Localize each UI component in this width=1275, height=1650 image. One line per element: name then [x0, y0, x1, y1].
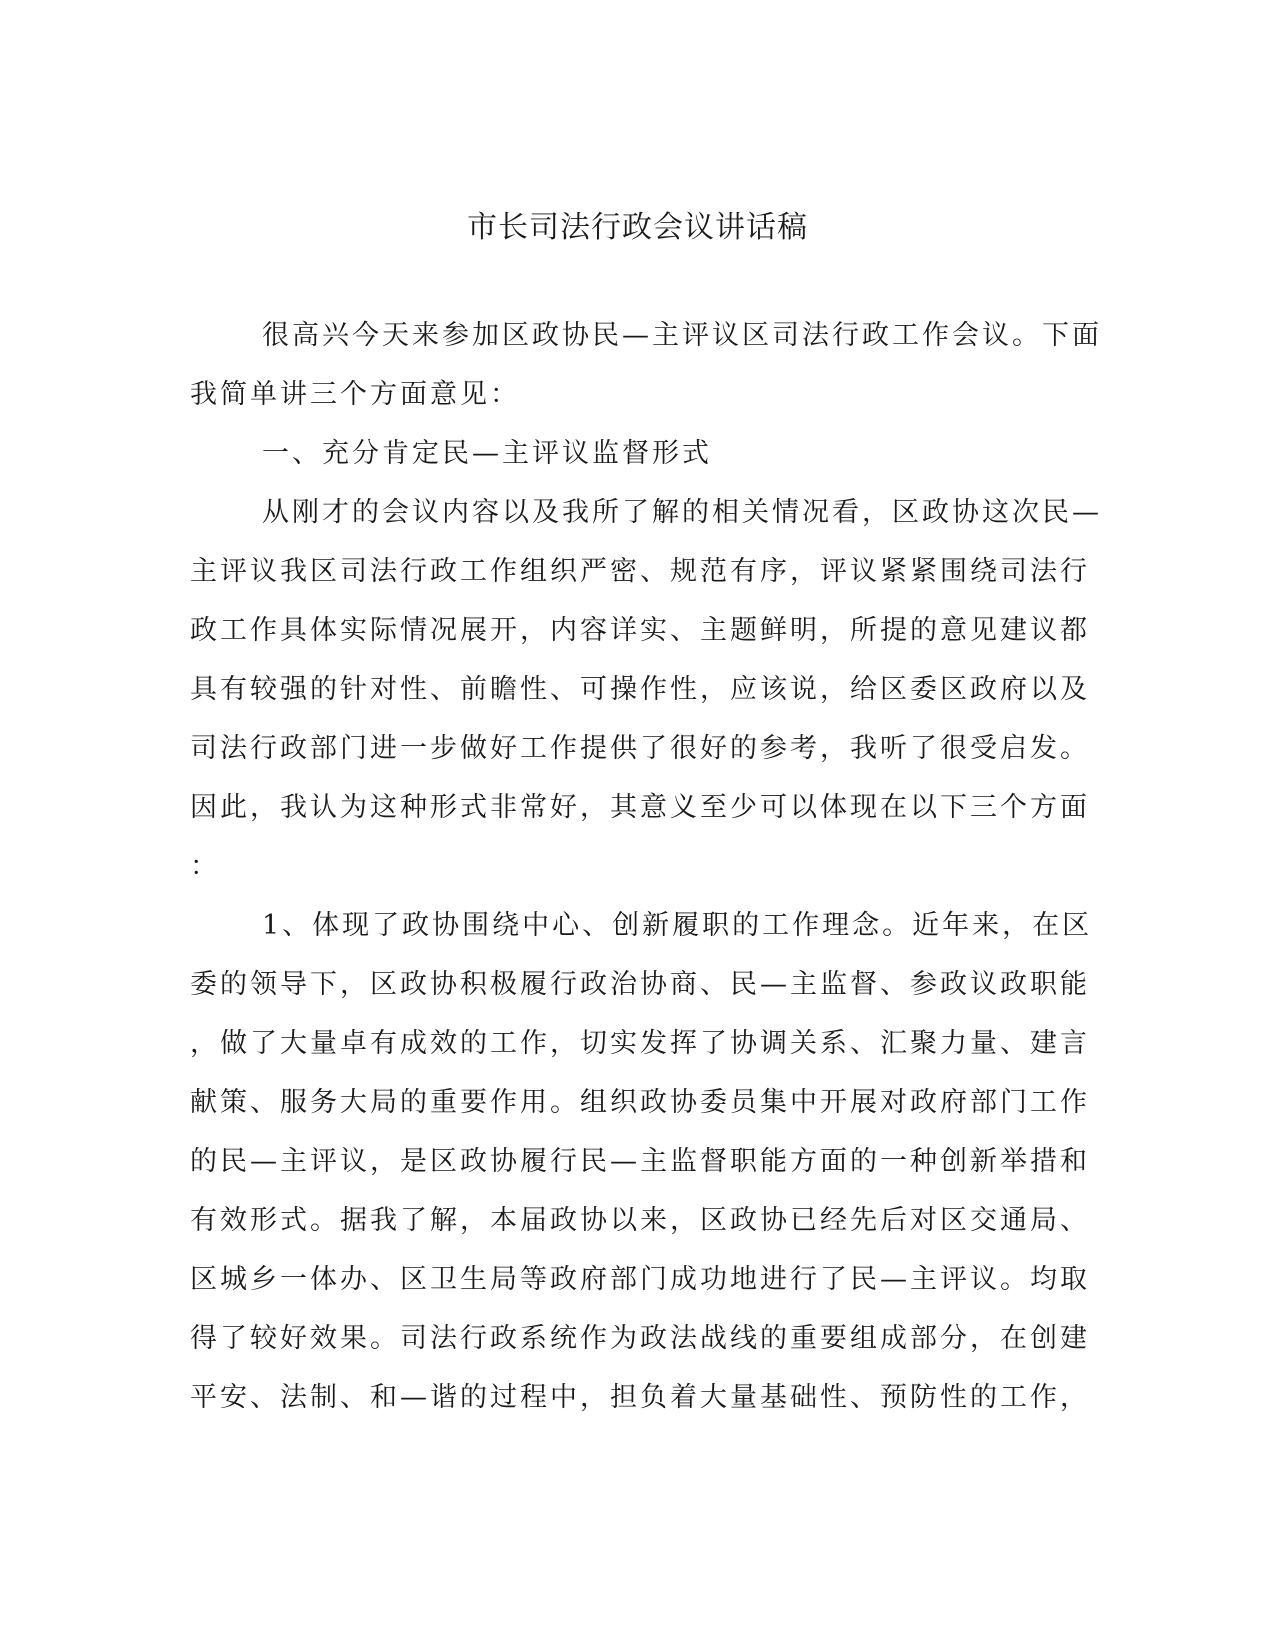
paragraph-line: 很高兴今天来参加区政协民—主评议区司法行政工作会议。下面 [262, 320, 1102, 351]
paragraph-line: 我简单讲三个方面意见： [190, 379, 520, 410]
paragraph-line: 的民—主评议，是区政协履行民—主监督职能方面的一种创新举措和 [190, 1146, 1090, 1177]
paragraph-line: 委的领导下，区政协积极履行政治协商、民—主监督、参政议政职能 [190, 969, 1090, 1000]
document-title: 市长司法行政会议讲话稿 [467, 210, 808, 245]
paragraph-line: 平安、法制、和—谐的过程中，担负着大量基础性、预防性的工作， [190, 1382, 1090, 1413]
paragraph-line: 献策、服务大局的重要作用。组织政协委员集中开展对政府部门工作 [190, 1087, 1090, 1118]
paragraph-line: 主评议我区司法行政工作组织严密、规范有序，评议紧紧围绕司法行 [190, 556, 1090, 587]
paragraph-line: 具有较强的针对性、前瞻性、可操作性，应该说，给区委区政府以及 [190, 674, 1090, 705]
paragraph-line: 有效形式。据我了解，本届政协以来，区政协已经先后对区交通局、 [190, 1205, 1090, 1236]
paragraph-line: 从刚才的会议内容以及我所了解的相关情况看，区政协这次民— [262, 497, 1102, 528]
paragraph-line: ，做了大量卓有成效的工作，切实发挥了协调关系、汇聚力量、建言 [190, 1028, 1090, 1059]
paragraph-line: 司法行政部门进一步做好工作提供了很好的参考，我听了很受启发。 [190, 733, 1090, 764]
paragraph-line: 得了较好效果。司法行政系统作为政法战线的重要组成部分，在创建 [190, 1323, 1090, 1354]
paragraph-line: ： [190, 851, 220, 882]
paragraph-line: 政工作具体实际情况展开，内容详实、主题鲜明，所提的意见建议都 [190, 615, 1090, 646]
paragraph-line: 因此，我认为这种形式非常好，其意义至少可以体现在以下三个方面 [190, 792, 1090, 823]
paragraph-line: 区城乡一体办、区卫生局等政府部门成功地进行了民—主评议。均取 [190, 1264, 1090, 1295]
section-heading: 一、充分肯定民—主评议监督形式 [262, 438, 712, 469]
paragraph-line: 1、体现了政协围绕中心、创新履职的工作理念。近年来，在区 [262, 910, 1093, 941]
